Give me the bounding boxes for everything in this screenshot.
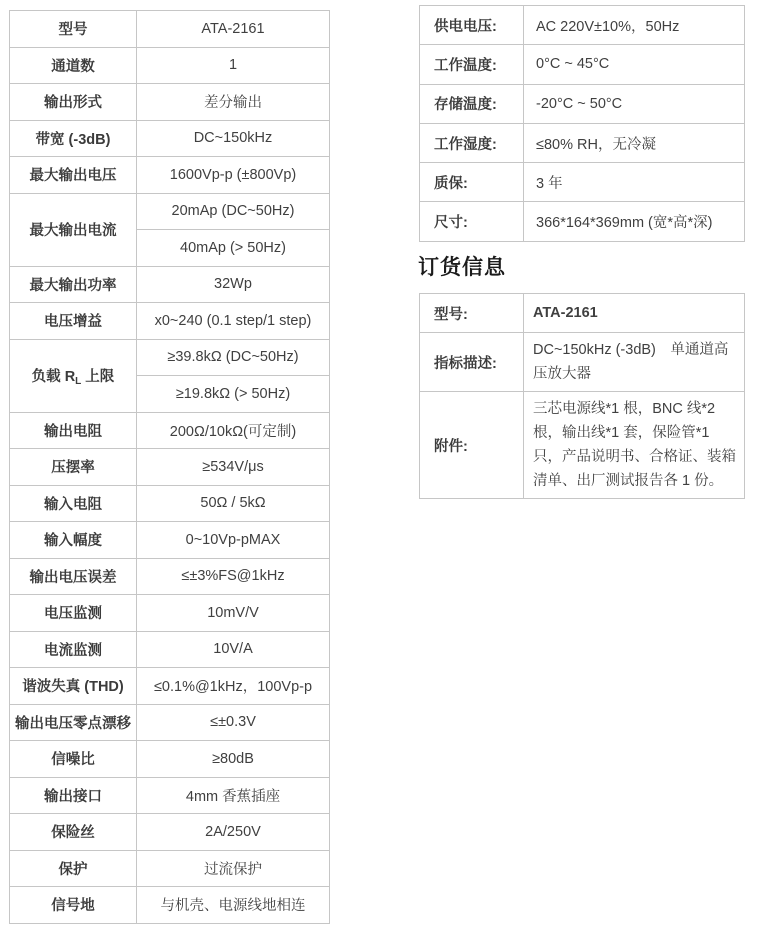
- spec-table-row: [10, 522, 330, 559]
- spec-value-cell: 差分输出: [137, 84, 330, 121]
- spec-value-cell: ATA-2161: [137, 11, 330, 48]
- general-info-table: [419, 5, 745, 242]
- spec-label-cell: 输入电阻: [10, 485, 137, 522]
- spec-label-cell: 输出电压零点漂移: [10, 704, 137, 741]
- spec-table: [9, 10, 330, 924]
- spec-value-cell: 32Wp: [137, 266, 330, 303]
- general-info-row: [420, 123, 745, 162]
- spec-value-cell: ≤±3%FS@1kHz: [137, 558, 330, 595]
- general-info-label-cell: 工作湿度:: [420, 123, 524, 162]
- spec-value-cell: ≤±0.3V: [137, 704, 330, 741]
- general-info-label-cell: 质保:: [420, 163, 524, 202]
- spec-label-cell: 型号: [10, 11, 137, 48]
- spec-value-cell: ≥80dB: [137, 741, 330, 778]
- spec-table-row: [10, 631, 330, 668]
- ordering-info-label-cell: 指标描述:: [420, 333, 524, 392]
- general-info-value-cell: -20°C ~ 50°C: [524, 84, 745, 123]
- ordering-info-row: [420, 392, 745, 499]
- spec-value-cell: 10mV/V: [137, 595, 330, 632]
- spec-table-row: [10, 193, 330, 230]
- spec-label-cell: 最大输出电流: [10, 193, 137, 266]
- spec-table-body: [10, 11, 330, 924]
- spec-value-cell: DC~150kHz: [137, 120, 330, 157]
- ordering-info-table-body: [420, 294, 745, 499]
- spec-table-row: [10, 120, 330, 157]
- spec-value-cell: 1600Vp-p (±800Vp): [137, 157, 330, 194]
- spec-label-cell: 谐波失真 (THD): [10, 668, 137, 705]
- general-info-label-cell: 工作温度:: [420, 45, 524, 84]
- spec-table-row: [10, 485, 330, 522]
- general-info-label-cell: 存储温度:: [420, 84, 524, 123]
- spec-value-cell: ≥19.8kΩ (> 50Hz): [137, 376, 330, 413]
- spec-value-cell: 过流保护: [137, 850, 330, 887]
- spec-label-cell: 带宽 (-3dB): [10, 120, 137, 157]
- spec-label-cell: 压摆率: [10, 449, 137, 486]
- spec-table-row: [10, 47, 330, 84]
- spec-table-row: [10, 412, 330, 449]
- spec-table-row: [10, 814, 330, 851]
- spec-label-cell: 最大输出电压: [10, 157, 137, 194]
- spec-value-cell: 1: [137, 47, 330, 84]
- spec-table-row: [10, 777, 330, 814]
- spec-table-row: [10, 157, 330, 194]
- general-info-label-cell: 尺寸:: [420, 202, 524, 241]
- general-info-table-body: [420, 6, 745, 242]
- spec-table-row: [10, 303, 330, 340]
- spec-label-cell: 输入幅度: [10, 522, 137, 559]
- spec-table-row: [10, 741, 330, 778]
- spec-label-cell: 输出电阻: [10, 412, 137, 449]
- general-info-value-cell: AC 220V±10%，50Hz: [524, 6, 745, 45]
- spec-label-cell: 信噪比: [10, 741, 137, 778]
- general-info-value-cell: 366*164*369mm (宽*高*深): [524, 202, 745, 241]
- label-subscript: L: [75, 375, 82, 387]
- general-info-row: [420, 202, 745, 241]
- spec-label-cell: 电流监测: [10, 631, 137, 668]
- spec-table-row: [10, 449, 330, 486]
- spec-table-row: [10, 339, 330, 376]
- ordering-info-table: [419, 293, 745, 499]
- general-info-label-cell: 供电电压:: [420, 6, 524, 45]
- spec-label-cell: 通道数: [10, 47, 137, 84]
- spec-value-cell: ≤0.1%@1kHz，100Vp-p: [137, 668, 330, 705]
- spec-label-cell: 电压增益: [10, 303, 137, 340]
- spec-value-cell: 4mm 香蕉插座: [137, 777, 330, 814]
- spec-value-cell: 40mAp (> 50Hz): [137, 230, 330, 267]
- spec-label-cell: 输出接口: [10, 777, 137, 814]
- ordering-info-row: [420, 333, 745, 392]
- general-info-row: [420, 45, 745, 84]
- general-info-row: [420, 163, 745, 202]
- spec-label-cell: 负载 $R_L$ 上限: [10, 339, 137, 412]
- spec-table-row: [10, 704, 330, 741]
- spec-value-cell: ≥534V/μs: [137, 449, 330, 486]
- ordering-info-label-cell: 附件:: [420, 392, 524, 499]
- spec-table-row: [10, 84, 330, 121]
- spec-label-cell: 保护: [10, 850, 137, 887]
- spec-value-cell: 10V/A: [137, 631, 330, 668]
- spec-label-cell: 输出形式: [10, 84, 137, 121]
- spec-label-cell: 输出电压误差: [10, 558, 137, 595]
- spec-table-row: [10, 850, 330, 887]
- general-info-value-cell: 3 年: [524, 163, 745, 202]
- general-info-value-cell: ≤80% RH，无冷凝: [524, 123, 745, 162]
- spec-table-row: [10, 595, 330, 632]
- spec-value-cell: 200Ω/10kΩ(可定制): [137, 412, 330, 449]
- ordering-info-value-cell: ATA-2161: [524, 294, 745, 333]
- ordering-info-value-cell: 三芯电源线*1 根，BNC 线*2 根，输出线*1 套，保险管*1 只，产品说明书、合格证、装箱清单、出厂测试报告各 1 份。: [524, 392, 745, 499]
- general-info-row: [420, 6, 745, 45]
- spec-value-cell: 20mAp (DC~50Hz): [137, 193, 330, 230]
- spec-table-row: [10, 887, 330, 924]
- spec-table-row: [10, 668, 330, 705]
- ordering-info-value-cell: DC~150kHz (-3dB) 单通道高压放大器: [524, 333, 745, 392]
- general-info-row: [420, 84, 745, 123]
- spec-table-row: [10, 266, 330, 303]
- spec-value-cell: 50Ω / 5kΩ: [137, 485, 330, 522]
- spec-value-cell: x0~240 (0.1 step/1 step): [137, 303, 330, 340]
- spec-label-cell: 最大输出功率: [10, 266, 137, 303]
- spec-label-cell: 保险丝: [10, 814, 137, 851]
- spec-value-cell: 2A/250V: [137, 814, 330, 851]
- ordering-info-row: [420, 294, 745, 333]
- spec-value-cell: 0~10Vp-pMAX: [137, 522, 330, 559]
- spec-value-cell: ≥39.8kΩ (DC~50Hz): [137, 339, 330, 376]
- spec-label-cell: 电压监测: [10, 595, 137, 632]
- spec-table-row: [10, 11, 330, 48]
- spec-table-row: [10, 558, 330, 595]
- ordering-info-label-cell: 型号:: [420, 294, 524, 333]
- ordering-info-heading: 订货信息: [418, 256, 506, 279]
- general-info-value-cell: 0°C ~ 45°C: [524, 45, 745, 84]
- spec-label-cell: 信号地: [10, 887, 137, 924]
- spec-value-cell: 与机壳、电源线地相连: [137, 887, 330, 924]
